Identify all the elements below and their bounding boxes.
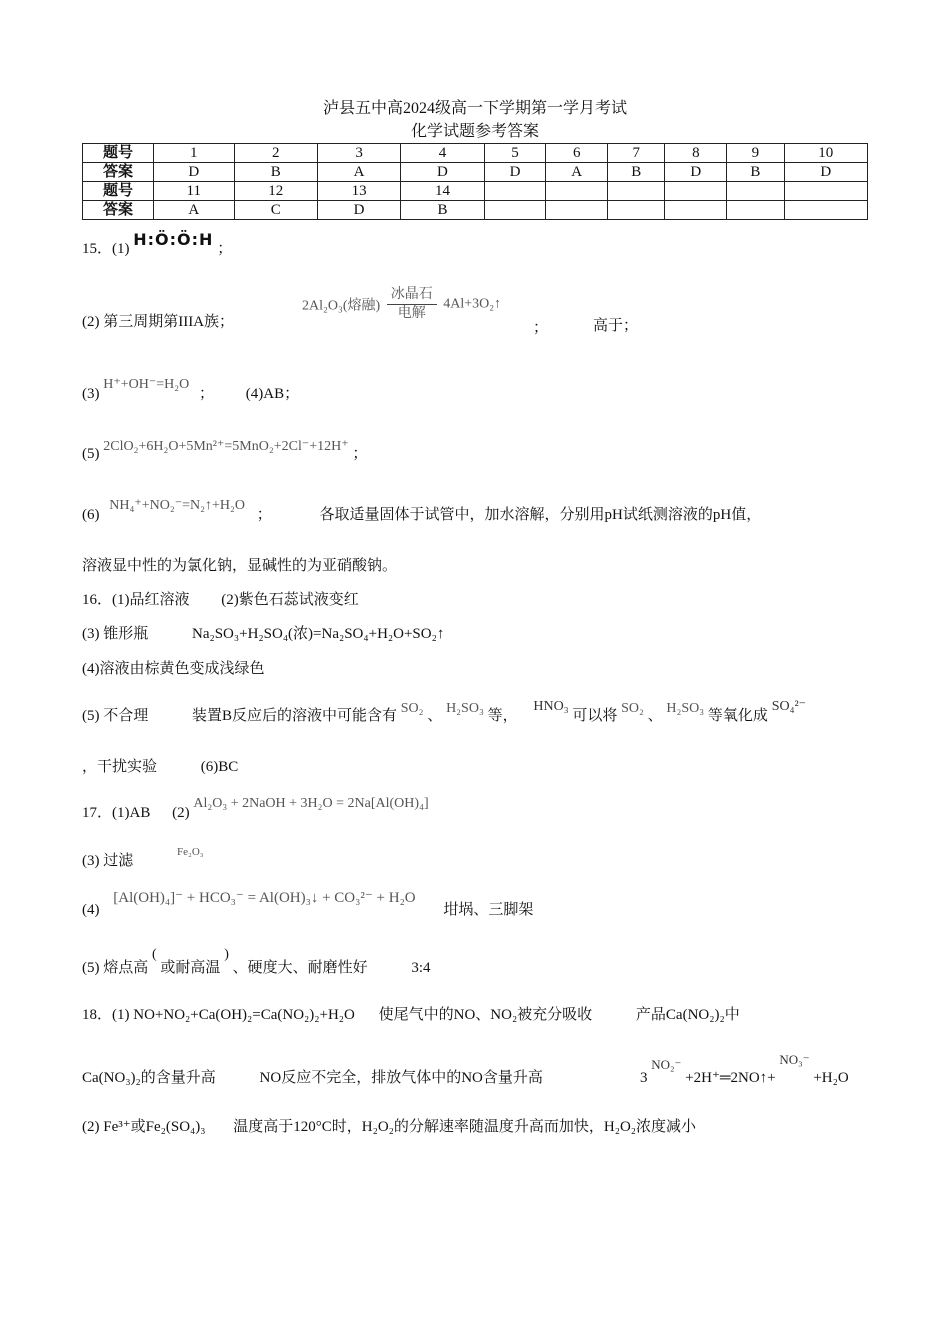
q17-line2 (82, 846, 204, 872)
q15-p6-text: 各取适量固体于试管中，加水溶解，分别用pH试纸测溶液的pH值， (319, 507, 762, 523)
eq-mid: +2H⁺═2NO↑+ (685, 1070, 776, 1086)
table-cell: D (484, 163, 546, 182)
table-cell: 3 (317, 144, 400, 163)
table-cell (665, 201, 727, 220)
q16-l1b: (2)紫色石蕊试液变红 (221, 592, 359, 608)
q16-line1 (82, 590, 359, 610)
q15-part6-cont: 溶液显中性的为氯化钠，显碱性的为亚硝酸钠。 (82, 558, 398, 574)
table-cell: D (784, 163, 867, 182)
table-cell (784, 201, 867, 220)
q15-p2-label: (2) 第三周期第IIIA族； (82, 314, 235, 330)
q15-p3-sep: ； (199, 386, 215, 402)
q16-line4 (82, 699, 807, 727)
table-cell: 10 (784, 144, 867, 163)
table-row (83, 144, 868, 163)
q15-p5-label: (5) (82, 446, 100, 462)
clo2-equation: 2ClO₂+6H₂O+5Mn²⁺=5MnO₂+2Cl⁻+12H⁺ (103, 439, 349, 454)
q17-line3 (82, 890, 534, 920)
table-cell (546, 201, 608, 220)
table-cell: 7 (608, 144, 665, 163)
h2so3-formula: H₂SO₃ (446, 701, 484, 716)
condition-catalyst: 冰晶石 (387, 286, 437, 305)
q15-part6 (82, 498, 762, 526)
q16-dun2: 、 (647, 708, 663, 724)
q17-l4b: 或耐高温 (160, 960, 221, 976)
h2so3-formula-2: H₂SO₃ (666, 701, 705, 716)
table-cell: 14 (401, 182, 484, 201)
q16-l1a: 16．(1)品红溶液 (82, 592, 190, 608)
table-cell: C (234, 201, 317, 220)
table-cell (784, 182, 867, 201)
q18-l2b: NO反应不完全，排放气体中的NO含量升高 (259, 1070, 543, 1086)
table-cell: B (608, 163, 665, 182)
q15-p2-sep: ； (533, 320, 549, 336)
row-label-num: 题号 (83, 182, 154, 201)
q18-line2 (82, 1068, 543, 1088)
table-cell: 5 (484, 144, 546, 163)
q17-l3b: 坩埚、三脚架 (443, 902, 534, 918)
q15-part3 (82, 377, 300, 405)
table-cell (546, 182, 608, 201)
q17-line1 (82, 796, 429, 824)
table-cell: B (401, 201, 484, 220)
fe2o3-formula: Fe₂O₃ (177, 846, 204, 858)
q17-l1b: (2) (172, 805, 190, 821)
condition-electrolysis: 电解 (397, 306, 426, 321)
paren-close: ) (224, 947, 229, 962)
no3-ion: NO₃⁻ (779, 1052, 810, 1067)
table-cell (608, 182, 665, 201)
q15-p5-end: ； (352, 446, 368, 462)
table-cell: D (154, 163, 235, 182)
table-cell: 8 (665, 144, 727, 163)
q18-l3a: (2) Fe³⁺或Fe₂(SO₄)₃ (82, 1119, 206, 1135)
q16-l5b: (6)BC (200, 759, 239, 775)
table-row (83, 182, 868, 201)
q17-line4 (82, 947, 431, 979)
table-row (83, 163, 868, 182)
q18-l1c: 产品Ca(NO₂)₂中 (635, 1007, 740, 1023)
table-cell: 9 (727, 144, 784, 163)
table-cell (484, 182, 546, 201)
q16-deng: 等， (487, 708, 518, 724)
hno3-formula: HNO₃ (533, 699, 569, 714)
table-cell: B (727, 163, 784, 182)
q16-line5 (82, 757, 238, 777)
q16-l2a: (3) 锥形瓶 (82, 626, 149, 642)
electrolysis-equation (302, 286, 501, 323)
h2o2-lewis-structure: H:Ö:Ö:H (133, 230, 214, 249)
q18-line3 (82, 1117, 696, 1137)
table-cell (727, 201, 784, 220)
eq-left: 2Al₂O₃(熔融) (302, 298, 381, 314)
so2-formula-2: SO₂ (621, 701, 644, 716)
table-cell: D (317, 201, 400, 220)
answer-table (82, 143, 868, 220)
q18-l1a: 18．(1) NO+NO₂+Ca(OH)₂=Ca(NO₂)₂+H₂O (82, 1007, 355, 1023)
q16-yang: 等氧化成 (707, 708, 768, 724)
q17-l3a: (4) (82, 902, 100, 918)
q15-part2 (82, 312, 234, 332)
q15-p2-tail: 高于； (593, 318, 639, 334)
nh4-no2-equation: NH₄⁺+NO₂⁻=N₂↑+H₂O (109, 498, 246, 513)
row-label-ans: 答案 (83, 163, 154, 182)
eq-end: +H₂O (813, 1070, 849, 1086)
table-cell: D (401, 163, 484, 182)
table-cell (727, 182, 784, 201)
table-cell: A (154, 201, 235, 220)
table-cell (665, 182, 727, 201)
q15-part5 (82, 439, 368, 465)
so4-formula: SO₄²⁻ (771, 699, 807, 714)
table-row (83, 201, 868, 220)
table-cell (608, 201, 665, 220)
eq-right: 4Al+3O₂↑ (443, 296, 502, 312)
q16-line3: (4)溶液由棕黄色变成浅绿色 (82, 661, 265, 677)
q17-l4d: 3:4 (411, 960, 431, 976)
q18-line1 (82, 1005, 740, 1025)
table-cell: 2 (234, 144, 317, 163)
no2-ion: NO₂⁻ (651, 1057, 682, 1072)
table-cell: 11 (154, 182, 235, 201)
aluminate-bicarbonate-equation: [Al(OH)₄]⁻ + HCO₃⁻ = Al(OH)₃↓ + CO₃²⁻ + H₂O (113, 890, 416, 906)
table-cell: 13 (317, 182, 400, 201)
q15-p6-sep: ； (256, 507, 272, 523)
q15-label: 15．(1) (82, 241, 130, 257)
table-cell (484, 201, 546, 220)
nitrite-decomposition-equation (640, 1052, 849, 1086)
table-cell: 4 (401, 144, 484, 163)
table-cell: D (665, 163, 727, 182)
row-label-num: 题号 (83, 144, 154, 163)
q15-p3-tail: (4)AB； (245, 386, 300, 402)
table-cell: B (234, 163, 317, 182)
alumina-naoh-equation: Al₂O₃ + 2NaOH + 3H₂O = 2Na[Al(OH)₄] (193, 796, 429, 811)
q16-keyi: 可以将 (572, 708, 618, 724)
q16-l4a: (5) 不合理 (82, 708, 149, 724)
q17-l1a: 17．(1)AB (82, 805, 151, 821)
neutralization-equation: H⁺+OH⁻=H₂O (103, 377, 190, 392)
q15-part1 (82, 230, 233, 259)
table-cell: A (317, 163, 400, 182)
q16-dun1: 、 (427, 708, 443, 724)
table-cell: 12 (234, 182, 317, 201)
q17-l2a: (3) 过滤 (82, 853, 134, 869)
q15-p3-label: (3) (82, 386, 100, 402)
q15-p6-label: (6) (82, 507, 100, 523)
document-subtitle: 化学试题参考答案 (410, 123, 539, 140)
coef-3: 3 (640, 1070, 648, 1086)
q16-l4b: 装置B反应后的溶液中可能含有 (192, 708, 398, 724)
so2-formula: SO₂ (400, 701, 424, 716)
paren-open: ( (152, 947, 157, 962)
table-cell: 6 (546, 144, 608, 163)
table-cell: A (546, 163, 608, 182)
sulfite-equation: Na₂SO₃+H₂SO₄(浓)=Na₂SO₄+H₂O+SO₂↑ (192, 626, 445, 642)
q18-l2a: Ca(NO₃)₂的含量升高 (82, 1070, 216, 1086)
q17-l4a: (5) 熔点高 (82, 960, 149, 976)
document-title: 泸县五中高2024级高一下学期第一学月考试 (322, 100, 627, 117)
reaction-condition (387, 286, 437, 323)
q16-line2 (82, 624, 444, 644)
row-label-ans: 答案 (83, 201, 154, 220)
q15-p1-end: ； (217, 241, 233, 257)
q18-l3b: 温度高于120°C时，H₂O₂的分解速率随温度升高而加快，H₂O₂浓度减小 (233, 1119, 697, 1135)
q16-l5a: ，干扰实验 (82, 759, 158, 775)
table-cell: 1 (154, 144, 235, 163)
q17-l4c: 、硬度大、耐磨性好 (232, 960, 368, 976)
q18-l1b: 使尾气中的NO、NO₂被充分吸收 (378, 1007, 593, 1023)
